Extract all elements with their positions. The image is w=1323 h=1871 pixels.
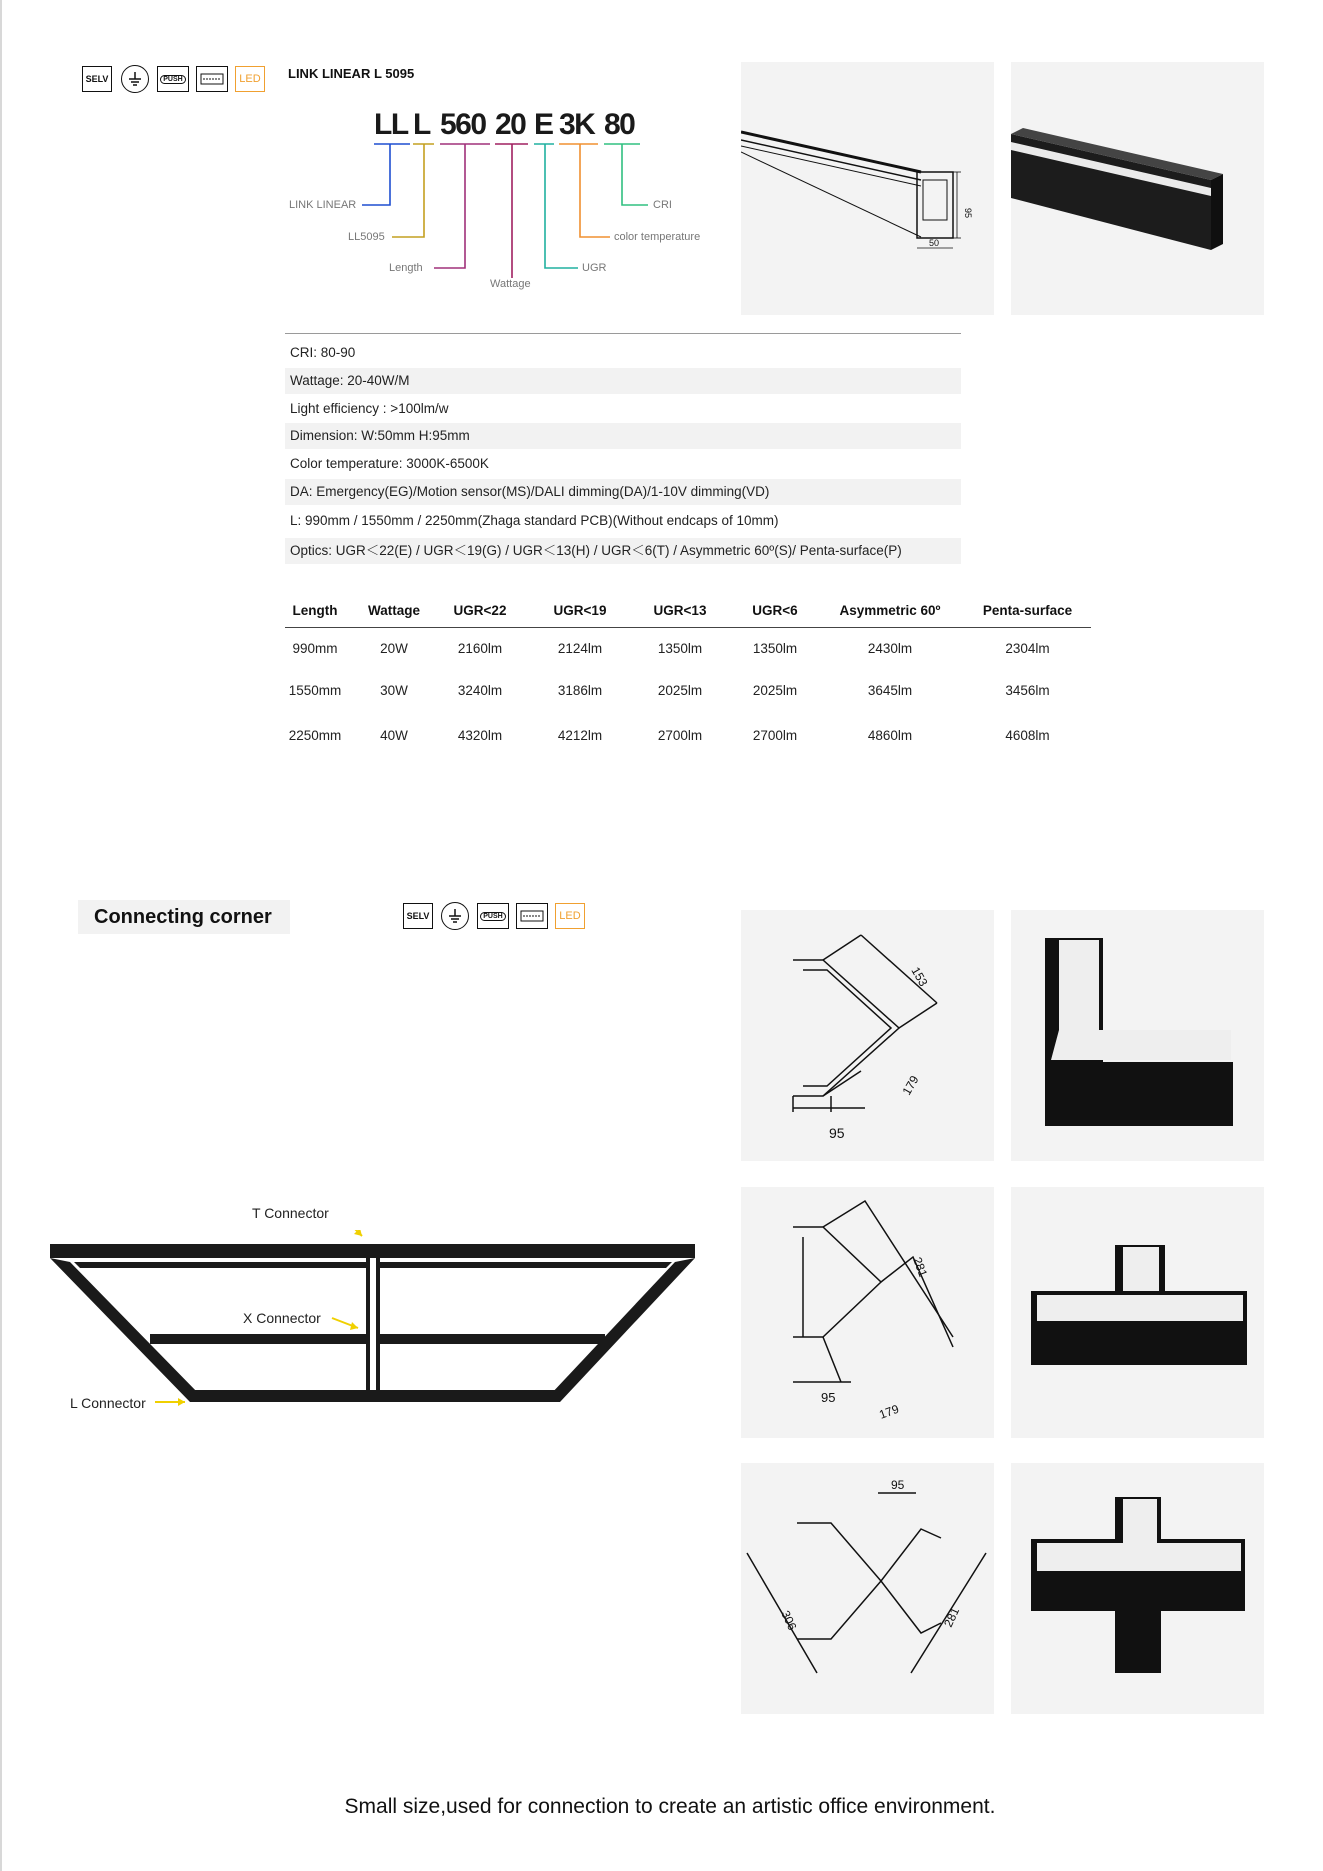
label-link-linear: LINK LINEAR xyxy=(289,199,357,211)
l-dim-a: 153 xyxy=(908,964,931,989)
l-dim-width: 95 xyxy=(829,1125,845,1141)
selv-icon: SELV xyxy=(82,66,112,92)
label-t-connector: T Connector xyxy=(252,1205,329,1221)
table-header: Length xyxy=(292,603,338,618)
selv-icon: SELV xyxy=(403,903,433,929)
code-token-ugr: E xyxy=(534,108,553,141)
table-cell: 4860lm xyxy=(867,728,913,743)
spec-lengths: L: 990mm / 1550mm / 2250mm(Zhaga standard PCB)(Without endcaps of 10mm) xyxy=(290,513,779,528)
label-color-temperature: color temperature xyxy=(614,231,701,243)
table-cell: 3645lm xyxy=(867,683,913,698)
push-icon: PUSH xyxy=(157,66,189,92)
product-title: LINK LINEAR L 5095 xyxy=(288,66,415,81)
table-cell: 1350lm xyxy=(657,641,703,656)
table-cell: 2160lm xyxy=(457,641,503,656)
table-cell: 2304lm xyxy=(1005,641,1050,656)
table-cell: 1350lm xyxy=(752,641,798,656)
table-cell: 990mm xyxy=(292,641,338,656)
spec-cri: CRI: 80-90 xyxy=(290,345,356,360)
table-header: UGR<13 xyxy=(653,603,707,618)
table-cell: 2430lm xyxy=(867,641,913,656)
t-connector-product-image xyxy=(1011,1187,1264,1438)
table-cell: 3240lm xyxy=(457,683,503,698)
table-cell: 4320lm xyxy=(457,728,503,743)
table-cell: 3456lm xyxy=(1005,683,1050,698)
table-header: UGR<19 xyxy=(553,603,607,618)
spec-top-rule xyxy=(285,333,961,334)
code-token-cct: 3K xyxy=(559,108,595,141)
t-dim-b: 179 xyxy=(877,1401,901,1422)
label-ugr: UGR xyxy=(582,262,607,274)
profile-width-dim: 50 xyxy=(929,238,940,248)
table-header: Penta-surface xyxy=(982,603,1073,618)
profile-product-image xyxy=(1011,62,1264,315)
spec-dimension: Dimension: W:50mm H:95mm xyxy=(285,423,961,449)
caption: Small size,used for connection to create an artistic office environment. xyxy=(344,1795,996,1818)
table-header: UGR<6 xyxy=(752,603,798,618)
table-cell: 2700lm xyxy=(752,728,798,743)
spec-color-temperature: Color temperature: 3000K-6500K xyxy=(290,456,489,471)
code-token-l: L xyxy=(413,108,430,141)
table-cell: 40W xyxy=(380,728,408,743)
table-cell: 1550mm xyxy=(288,683,342,698)
label-wattage: Wattage xyxy=(490,278,531,290)
profile-drawing-image xyxy=(741,62,994,315)
label-ll5095: LL5095 xyxy=(348,231,385,243)
spec-efficiency: Light efficiency : >100lm/w xyxy=(290,401,449,416)
code-token-cri: 80 xyxy=(604,108,635,141)
table-cell: 3186lm xyxy=(557,683,603,698)
dimming-driver-icon xyxy=(516,903,548,929)
code-token-length: 560 xyxy=(440,108,486,141)
l-connector-drawing xyxy=(741,910,994,1161)
x-dim-width: 95 xyxy=(891,1478,905,1492)
label-length: Length xyxy=(389,262,423,274)
table-header-rule xyxy=(285,627,1091,628)
table-cell: 2700lm xyxy=(657,728,703,743)
table-header: Wattage xyxy=(367,603,420,618)
led-icon: LED xyxy=(555,903,585,929)
table-cell: 4212lm xyxy=(557,728,603,743)
table-cell: 20W xyxy=(380,641,408,656)
x-dim-b: 306 xyxy=(778,1608,800,1633)
profile-height-dim: 95 xyxy=(963,208,973,219)
spec-optics: Optics: UGR＜22(E) / UGR＜19(G) / UGR＜13(H) / UGR＜6(T) / Asymmetric 60º(S)/ Penta-surface(P) xyxy=(285,538,961,564)
t-dim-a: 281 xyxy=(910,1255,931,1279)
model-code-leader-lines xyxy=(0,0,760,300)
x-connector-drawing xyxy=(741,1463,994,1714)
table-header: UGR<22 xyxy=(453,603,507,618)
table-cell: 2124lm xyxy=(557,641,603,656)
x-dim-c: 281 xyxy=(941,1605,963,1630)
push-icon: PUSH xyxy=(477,903,509,929)
label-cri: CRI xyxy=(653,199,672,211)
label-x-connector: X Connector xyxy=(243,1310,321,1326)
t-dim-width: 95 xyxy=(821,1390,836,1405)
l-connector-product-image xyxy=(1011,910,1264,1161)
connector-frame-illustration xyxy=(40,1230,710,1420)
spec-wattage: Wattage: 20-40W/M xyxy=(285,368,961,394)
code-token-ll: LL xyxy=(374,108,408,141)
t-connector-drawing xyxy=(741,1187,994,1438)
earth-ground-icon xyxy=(441,902,469,930)
x-connector-product-image xyxy=(1011,1463,1264,1714)
table-cell: 4608lm xyxy=(1005,728,1050,743)
spec-driver-options: DA: Emergency(EG)/Motion sensor(MS)/DALI dimming(DA)/1-10V dimming(VD) xyxy=(285,479,961,505)
table-cell: 2025lm xyxy=(752,683,798,698)
code-token-wattage: 20 xyxy=(495,108,526,141)
section-title-connecting-corner: Connecting corner xyxy=(78,900,290,934)
led-icon: LED xyxy=(235,66,265,92)
table-header: Asymmetric 60º xyxy=(839,603,941,618)
table-cell: 2025lm xyxy=(657,683,703,698)
label-l-connector: L Connector xyxy=(70,1395,146,1411)
l-dim-b: 179 xyxy=(899,1073,922,1098)
table-cell: 2250mm xyxy=(288,728,342,743)
table-cell: 30W xyxy=(380,683,408,698)
